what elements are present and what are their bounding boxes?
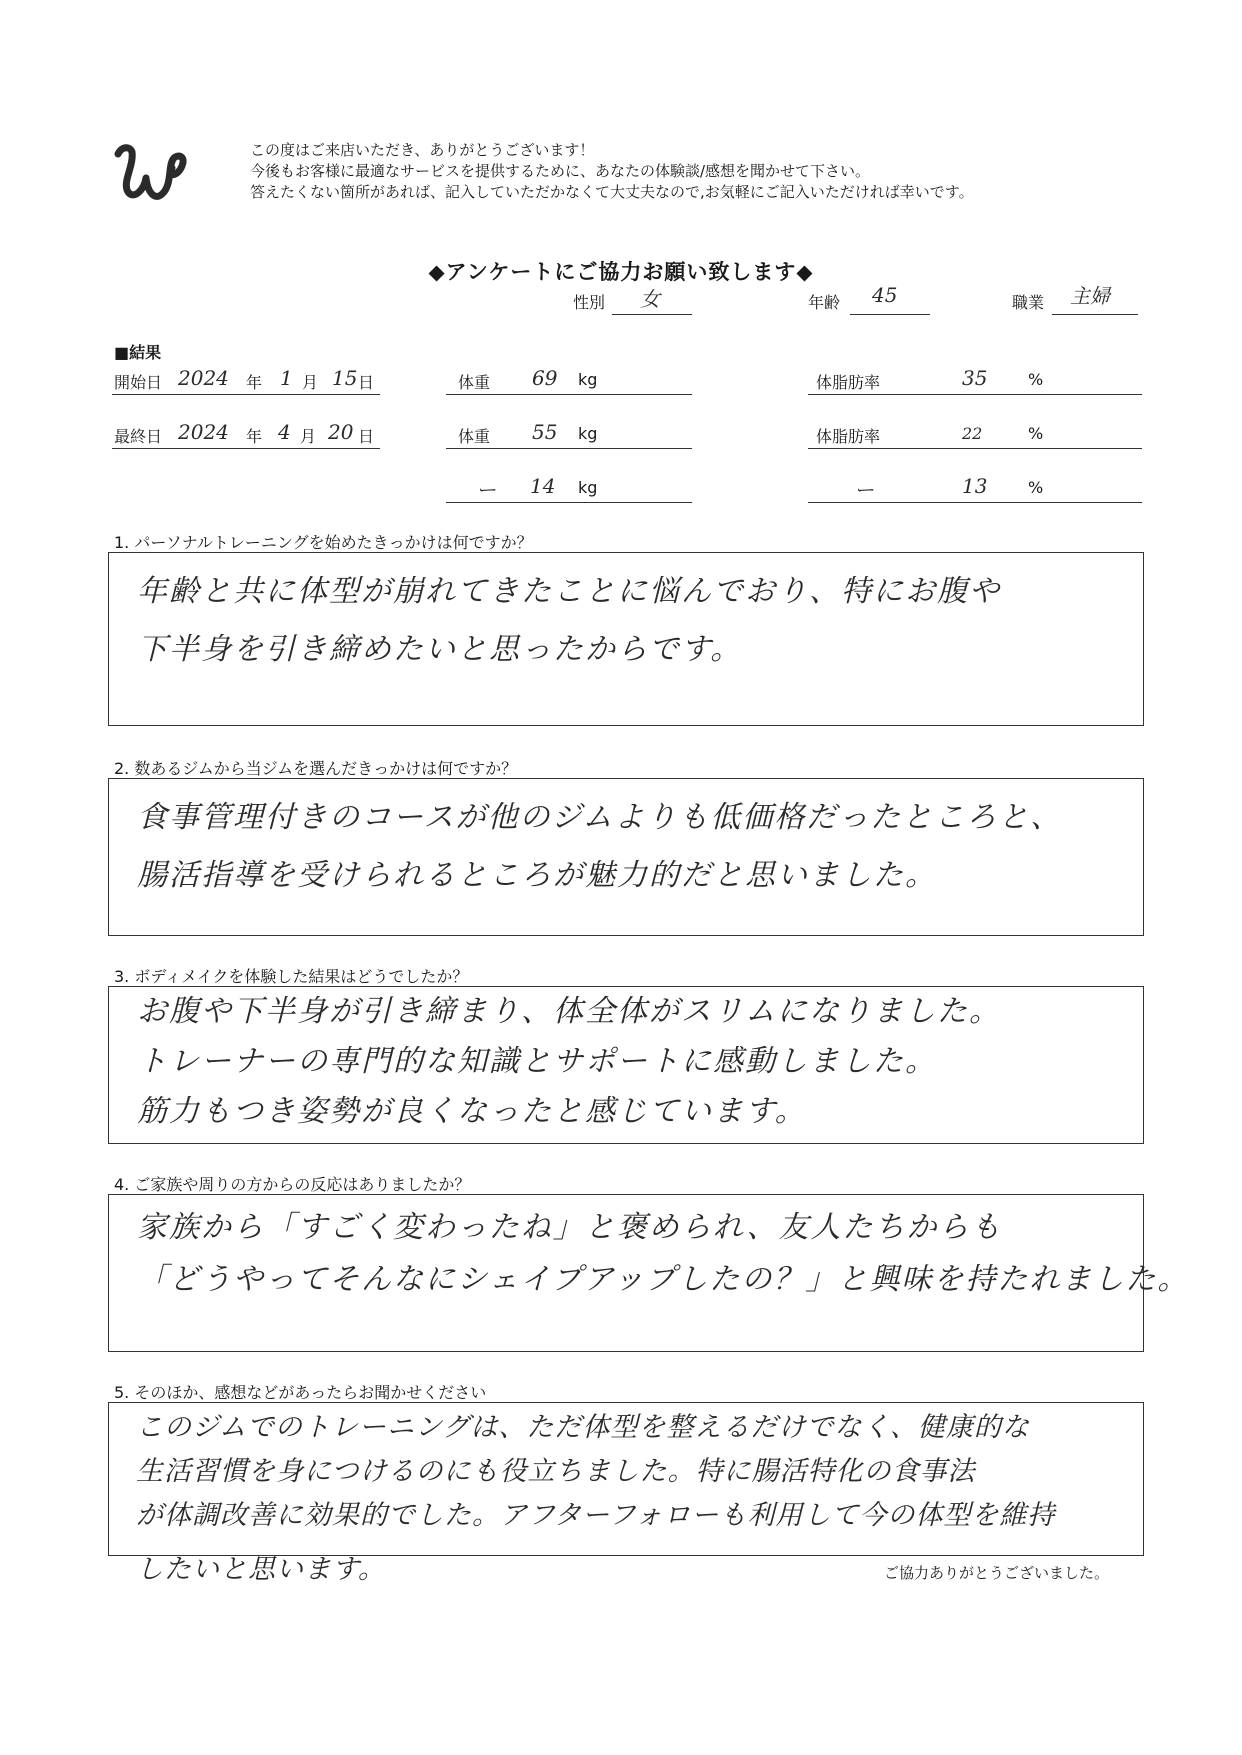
answer-5-line-3: が体調改善に効果的でした。アフターフォローも利用して今の体型を維持 bbox=[136, 1500, 1056, 1531]
gender-value: 女 bbox=[640, 287, 660, 311]
start-date-label: 開始日 bbox=[114, 373, 163, 392]
answer-4-line-1: 家族から「すごく変わったね」と褒められ、友人たちからも bbox=[137, 1210, 1003, 1245]
end-date-underline bbox=[112, 448, 380, 449]
fat-diff-sign: ー bbox=[854, 478, 874, 502]
start-month: 1 bbox=[280, 366, 293, 390]
start-day: 15 bbox=[332, 366, 358, 390]
closing-text: ご協力ありがとうございました。 bbox=[884, 1564, 1110, 1582]
end-month: 4 bbox=[278, 420, 291, 444]
weight-start-label: 体重 bbox=[458, 373, 491, 392]
weight-diff-sign: ー bbox=[476, 478, 496, 502]
weight-start-underline bbox=[446, 394, 692, 395]
fat-start-label: 体脂肪率 bbox=[816, 373, 881, 392]
weight-end-label: 体重 bbox=[458, 427, 491, 446]
question-3-title: 3. ボディメイクを体験した結果はどうでしたか？ bbox=[114, 967, 469, 986]
answer-5-line-4: したいと思います。 bbox=[136, 1554, 386, 1585]
answer-4-box bbox=[108, 1194, 1190, 1352]
fat-start-underline bbox=[808, 394, 1142, 395]
answer-1-line-2: 下半身を引き締めたいと思ったからです。 bbox=[137, 632, 743, 667]
answer-2-line-2: 腸活指導を受けられるところが魅力的だと思いました。 bbox=[137, 858, 937, 893]
weight-diff-value: 14 bbox=[530, 474, 556, 498]
gender-underline bbox=[612, 314, 692, 315]
start-year: 2024 bbox=[178, 366, 229, 390]
intro-line-3: 答えたくない箇所があれば、記入していただかなくて大丈夫なので,お気軽にご記入いただければ幸いです。 bbox=[250, 183, 974, 201]
age-value: 45 bbox=[872, 283, 898, 307]
results-heading: ■結果 bbox=[114, 343, 162, 362]
fat-start-unit: % bbox=[1028, 370, 1044, 389]
answer-3-box bbox=[108, 986, 1144, 1144]
answer-2-line-1: 食事管理付きのコースが他のジムよりも低価格だったところと、 bbox=[137, 800, 1063, 835]
start-day-unit: 日 bbox=[358, 373, 375, 392]
answer-1-box bbox=[108, 552, 1144, 726]
survey-title: ◆アンケートにご協力お願い致します◆ bbox=[428, 260, 814, 284]
answer-3-line-1: お腹や下半身が引き締まり、体全体がスリムになりました。 bbox=[137, 994, 1001, 1029]
answer-3-line-2: トレーナーの専門的な知識とサポートに感動しました。 bbox=[137, 1044, 937, 1079]
end-month-unit: 月 bbox=[300, 427, 317, 446]
intro-line-1: この度はご来店いただき、ありがとうございます！ bbox=[250, 141, 595, 159]
weight-diff-underline bbox=[446, 502, 692, 503]
question-2-title: 2. 数あるジムから当ジムを選んだきっかけは何ですか？ bbox=[114, 759, 518, 778]
answer-2-box bbox=[108, 778, 1144, 936]
fat-diff-value: 13 bbox=[962, 474, 988, 498]
start-year-unit: 年 bbox=[246, 373, 263, 392]
fat-end-unit: % bbox=[1028, 424, 1044, 443]
job-value: 主婦 bbox=[1070, 284, 1110, 308]
intro-line-2: 今後もお客様に最適なサービスを提供するために、あなたの体験談/感想を聞かせて下さい。 bbox=[250, 162, 871, 180]
end-year-unit: 年 bbox=[246, 427, 263, 446]
weight-end-value: 55 bbox=[532, 420, 558, 444]
job-label: 職業 bbox=[1012, 293, 1045, 312]
question-1-title: 1. パーソナルトレーニングを始めたきっかけは何ですか？ bbox=[114, 533, 533, 552]
answer-5-line-1: このジムでのトレーニングは、ただ体型を整えるだけでなく、健康的な bbox=[136, 1412, 1030, 1443]
answer-1-line-1: 年齢と共に体型が崩れてきたことに悩んでおり、特にお腹や bbox=[137, 574, 1001, 609]
age-label: 年齢 bbox=[808, 293, 841, 312]
intro-text bbox=[250, 140, 974, 203]
fat-diff-unit: % bbox=[1028, 478, 1044, 497]
fat-end-label: 体脂肪率 bbox=[816, 427, 881, 446]
age-underline bbox=[850, 314, 930, 315]
fat-diff-underline bbox=[808, 502, 1142, 503]
end-date-label: 最終日 bbox=[114, 427, 163, 446]
question-4-title: 4. ご家族や周りの方からの反応はありましたか？ bbox=[114, 1175, 471, 1194]
question-5-title: 5. そのほか、感想などがあったらお聞かせください bbox=[114, 1383, 487, 1402]
fat-end-underline bbox=[808, 448, 1142, 449]
weight-start-unit: kg bbox=[578, 370, 598, 389]
gender-label: 性別 bbox=[573, 293, 606, 312]
answer-3-line-3: 筋力もつき姿勢が良くなったと感じています。 bbox=[137, 1094, 807, 1129]
weight-end-underline bbox=[446, 448, 692, 449]
weight-start-value: 69 bbox=[532, 366, 558, 390]
weight-end-unit: kg bbox=[578, 424, 598, 443]
fat-end-value: 22 bbox=[962, 424, 983, 443]
start-date-underline bbox=[112, 394, 380, 395]
fat-start-value: 35 bbox=[962, 366, 988, 390]
start-month-unit: 月 bbox=[302, 373, 319, 392]
end-year: 2024 bbox=[178, 420, 229, 444]
weight-diff-unit: kg bbox=[578, 478, 598, 497]
answer-4-line-2: 「どうやってそんなにシェイプアップしたの？」と興味を持たれました。 bbox=[137, 1262, 1190, 1297]
end-day: 20 bbox=[328, 420, 354, 444]
end-day-unit: 日 bbox=[358, 427, 375, 446]
answer-5-line-2: 生活習慣を身につけるのにも役立ちました。特に腸活特化の食事法 bbox=[136, 1456, 976, 1487]
w-logo-icon bbox=[112, 138, 192, 210]
job-underline bbox=[1052, 314, 1138, 315]
